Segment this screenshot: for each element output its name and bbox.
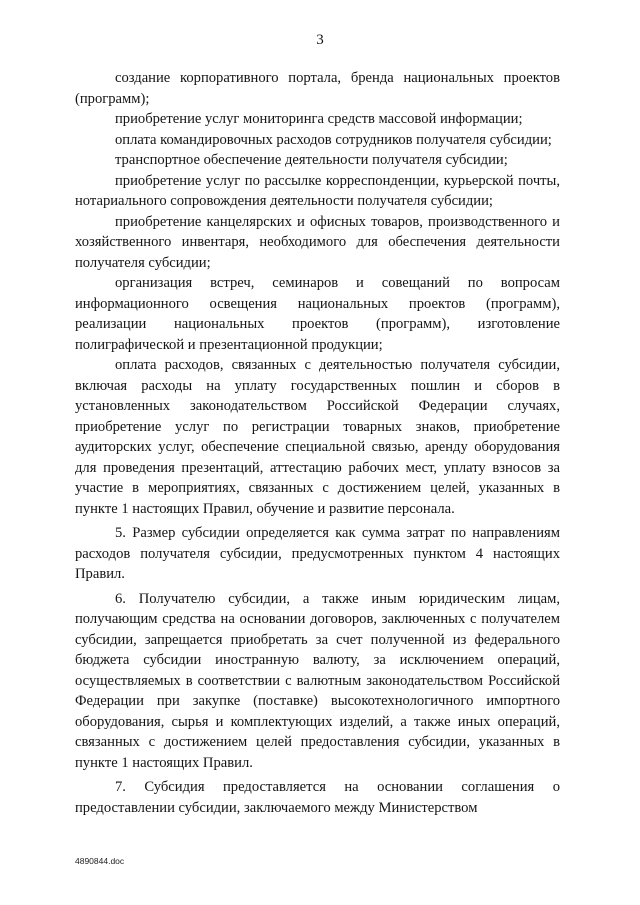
page-number: 3 [316,32,324,48]
paragraph-clause-7: 7. Субсидия предоставляется на основании соглашения о предоставлении субсидии, заключаемого между Министерством [75,779,560,816]
paragraph: оплата расходов, связанных с деятельностью получателя субсидии, включая расходы на уплату государственных пошлин и сборов в установленных законодательством Российской Федерации случаях, приобретение услуг по регистрации товарных знаков, приобретение аудиторских услуг, обеспечение специальной связью, аренду оборудования для проведения презентаций, аттестацию рабочих мест, уплату взносов за участие в мероприятиях, связанных с достижением целей, указанных в пункте 1 настоящих Правил, обучение и развитие персонала. [75,357,560,517]
paragraph: организация встреч, семинаров и совещаний по вопросам информационного освещения национальных проектов (программ), реализации национальных проектов (программ), изготовление полиграфической и презентационной продукции; [75,275,560,353]
paragraph: создание корпоративного портала, бренда национальных проектов (программ); [75,70,560,107]
file-name-footer: 4890844.doc [75,856,125,866]
paragraph: приобретение канцелярских и офисных товаров, производственного и хозяйственного инвентаря, необходимого для обеспечения деятельности получателя субсидии; [75,213,560,271]
paragraph: приобретение услуг мониторинга средств массовой информации; [115,111,523,127]
paragraph-clause-5: 5. Размер субсидии определяется как сумма затрат по направлениям расходов получателя субсидии, предусмотренных пунктом 4 настоящих Правил. [75,525,560,582]
paragraph: транспортное обеспечение деятельности получателя субсидии; [115,152,508,168]
document-body [75,68,560,818]
paragraph: оплата командировочных расходов сотрудников получателя субсидии; [115,131,552,148]
paragraph-clause-6: 6. Получателю субсидии, а также иным юридическим лицам, получающим средства на основании договоров, заключенных с получателем субсидии, запрещается приобретать за счет полученной из федерального бюджета субсидии иностранную валюту, за исключением операций, осуществляемых в соответствии с валютным законодательством Российской Федерации при закупке (поставке) высокотехнологичного импортного оборудования, сырья и комплектующих изделий, а также иных операций, связанных с достижением целей предоставления субсидии, указанных в пункте 1 настоящих Правил. [75,590,560,771]
paragraph: приобретение услуг по рассылке корреспонденции, курьерской почты, нотариального сопровождения деятельности получателя субсидии; [75,172,560,209]
